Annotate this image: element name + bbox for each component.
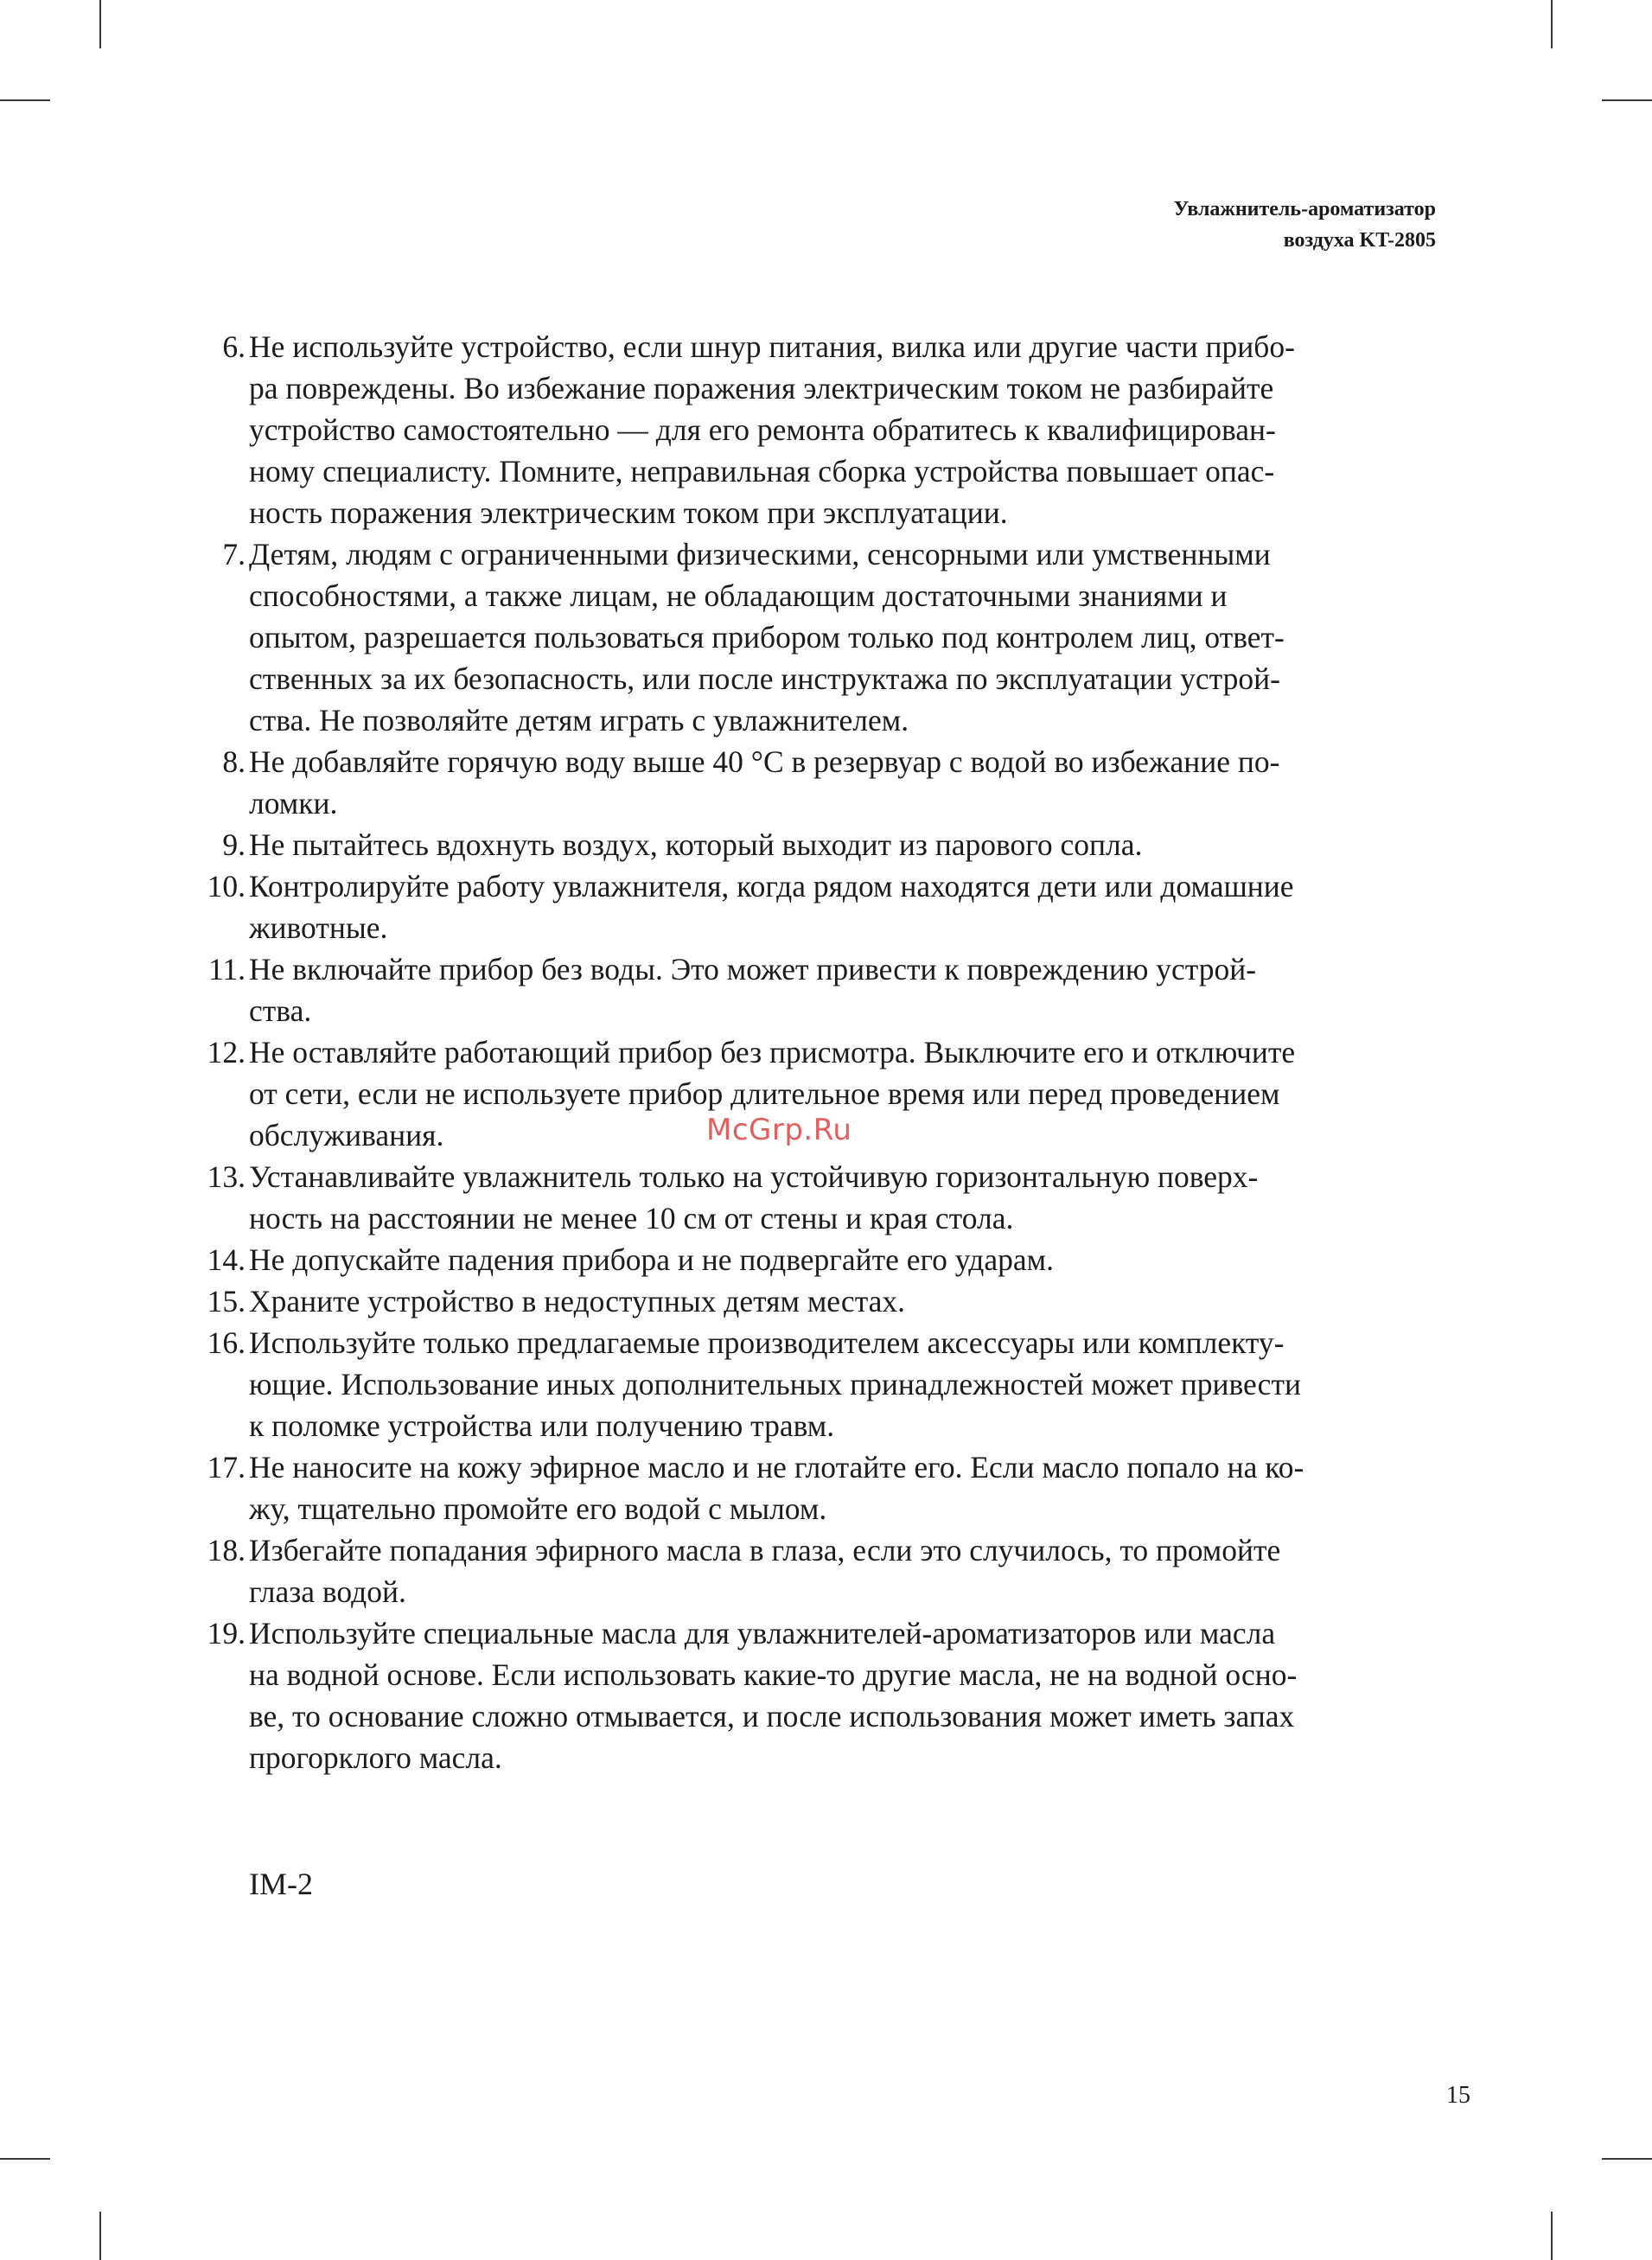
list-item-text-line: опытом, разрешается пользоваться прибором только под контролем лиц, ответ-	[249, 620, 1285, 654]
list-item-text-line: устройство самостоятельно — для его ремонта обратитесь к квалифицирован-	[249, 412, 1276, 447]
document-code: IM-2	[249, 1867, 313, 1901]
list-item-number: 7.	[222, 537, 246, 571]
list-item	[190, 824, 1435, 865]
list-item-text-line: Не добавляйте горячую воду выше 40 °С в резервуар с водой во избежание по-	[249, 744, 1280, 779]
list-item-text-line: ственных за их безопасность, или после инструктажа по эксплуатации устрой-	[249, 661, 1280, 696]
list-item-text-line: прогорклого масла.	[249, 1740, 502, 1775]
list-item	[190, 1156, 1435, 1239]
crop-mark-top-left-horizontal	[0, 99, 50, 101]
header-line-1: Увлажнитель-ароматизатор	[1173, 198, 1436, 220]
list-item-text-line: ства. Не позволяйте детям играть с увлажнителем.	[249, 703, 909, 737]
list-item-number: 16.	[207, 1325, 246, 1360]
list-item-text-line: ному специалисту. Помните, неправильная сборка устройства повышает опас-	[249, 454, 1275, 488]
list-item-text-line: ломки.	[249, 786, 338, 820]
list-item-text-line: ность поражения электрическим током при эксплуатации.	[249, 495, 1008, 530]
list-item-text-line: Устанавливайте увлажнитель только на устойчивую горизонтальную поверх-	[249, 1159, 1259, 1194]
list-item	[190, 1529, 1435, 1612]
list-item-number: 11.	[207, 952, 246, 986]
list-item-text-line: Детям, людям с ограниченными физическими, сенсорными или умственными	[249, 537, 1271, 571]
list-item-number: 8.	[222, 744, 246, 779]
crop-mark-bottom-left-horizontal	[0, 2158, 50, 2160]
list-item-number: 12.	[207, 1035, 246, 1069]
crop-mark-top-right	[1551, 0, 1553, 48]
list-item-text-line: Не включайте прибор без воды. Это может привести к повреждению устрой-	[249, 952, 1257, 986]
list-item-number: 13.	[207, 1159, 246, 1194]
list-item-text-line: Не пытайтесь вдохнуть воздух, который выходит из парового сопла.	[249, 827, 1143, 862]
list-item-text-line: способностями, а также лицам, не обладающим достаточными знаниями и	[249, 578, 1228, 613]
crop-mark-bottom-right	[1551, 2212, 1553, 2260]
list-item	[190, 1322, 1435, 1446]
list-item-text-line: от сети, если не используете прибор длительное время или перед проведением	[249, 1076, 1280, 1111]
list-item-number: 17.	[207, 1450, 246, 1484]
list-item-number: 18.	[207, 1533, 246, 1567]
list-item	[190, 1612, 1435, 1778]
watermark-text: McGrp.Ru	[706, 1113, 852, 1147]
list-item	[190, 741, 1435, 824]
list-item-text-line: ства.	[249, 993, 312, 1028]
list-item-text-line: Не наносите на кожу эфирное масло и не глотайте его. Если масло попало на ко-	[249, 1450, 1304, 1484]
list-item-number: 6.	[222, 329, 246, 364]
list-item-text-line: ность на расстоянии не менее 10 см от стены и края стола.	[249, 1201, 1014, 1235]
list-item-number: 15.	[207, 1284, 246, 1318]
header-line-2: воздуха KT-2805	[1283, 229, 1436, 252]
list-item-text-line: к поломке устройства или получению травм.	[249, 1408, 835, 1443]
list-item	[190, 1239, 1435, 1280]
crop-mark-bottom-left	[99, 2212, 101, 2260]
list-item-text-line: ве, то основание сложно отмывается, и после использования может иметь запах	[249, 1699, 1295, 1733]
list-item-text-line: жу, тщательно промойте его водой с мылом.	[249, 1491, 827, 1526]
list-item	[190, 1280, 1435, 1322]
list-item	[190, 948, 1435, 1031]
page-number: 15	[1446, 2082, 1470, 2109]
list-item-text-line: Избегайте попадания эфирного масла в глаза, если это случилось, то промойте	[249, 1533, 1281, 1567]
list-item-number: 19.	[207, 1616, 246, 1650]
list-item	[190, 865, 1435, 948]
list-item-text-line: глаза водой.	[249, 1574, 406, 1609]
crop-mark-top-left	[99, 0, 101, 48]
list-item	[190, 533, 1435, 741]
safety-instructions-list	[190, 326, 1435, 1778]
list-item-text-line: Используйте специальные масла для увлажнителей-ароматизаторов или масла	[249, 1616, 1276, 1650]
list-item-number: 14.	[207, 1242, 246, 1277]
list-item-text-line: Не допускайте падения прибора и не подвергайте его ударам.	[249, 1242, 1054, 1277]
running-header	[1174, 194, 1436, 256]
list-item-text-line: Используйте только предлагаемые производителем аксессуары или комплекту-	[249, 1325, 1285, 1360]
crop-mark-bottom-right-horizontal	[1602, 2158, 1652, 2160]
list-item	[190, 326, 1435, 533]
list-item-text-line: животные.	[249, 910, 388, 945]
list-item-text-line: Не оставляйте работающий прибор без присмотра. Выключите его и отключите	[249, 1035, 1296, 1069]
list-item-text-line: обслуживания.	[249, 1118, 444, 1152]
list-item-text-line: ра повреждены. Во избежание поражения электрическим током не разбирайте	[249, 371, 1274, 405]
list-item-number: 10.	[207, 869, 246, 903]
list-item-text-line: Не используйте устройство, если шнур питания, вилка или другие части прибо-	[249, 329, 1295, 364]
list-item-number: 9.	[222, 827, 246, 862]
list-item-text-line: Храните устройство в недоступных детям местах.	[249, 1284, 906, 1318]
list-item-text-line: ющие. Использование иных дополнительных принадлежностей может привести	[249, 1367, 1301, 1401]
list-item	[190, 1446, 1435, 1529]
crop-mark-top-right-horizontal	[1602, 99, 1652, 101]
list-item-text-line: на водной основе. Если использовать какие-то другие масла, не на водной осно-	[249, 1657, 1298, 1692]
list-item-text-line: Контролируйте работу увлажнителя, когда рядом находятся дети или домашние	[249, 869, 1294, 903]
